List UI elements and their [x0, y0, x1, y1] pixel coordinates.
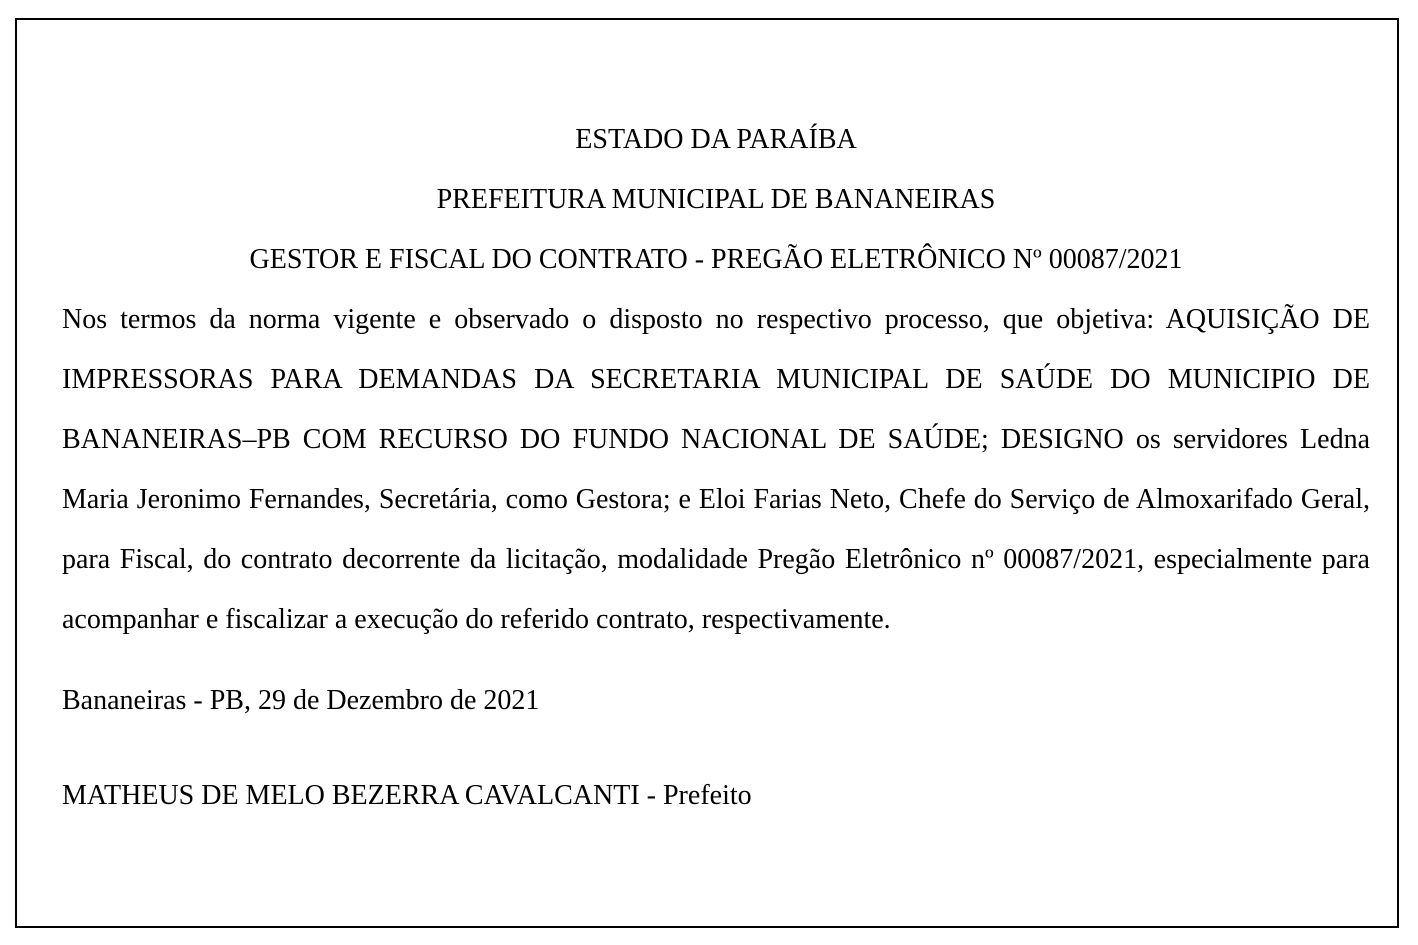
document-content: [62, 110, 1370, 650]
state-heading: ESTADO DA PARAÍBA: [575, 124, 857, 155]
designation-paragraph: Nos termos da norma vigente e observado o disposto no respectivo processo, que objetiva: AQUISIÇÃO DE IMPRESSORAS PARA DEMANDAS DA SECRETARIA MUNICIPAL DE SAÚDE DO MUNICIPIO DE BANANEIRAS–PB COM RECURSO DO FUNDO NACIONAL DE SAÚDE; DESIGNO os servidores Ledna Maria Jeronimo Fernandes, Secretária, como Gestora; e Eloi Farias Neto, Chefe do Serviço de Almoxarifado Geral, para Fiscal, do contrato decorrente da licitação, modalidade Pregão Eletrônico nº 00087/2021, especialmente para acompanhar e fiscalizar a execução do referido contrato, respectivamente.: [62, 304, 1370, 635]
municipality-heading: PREFEITURA MUNICIPAL DE BANANEIRAS: [436, 184, 996, 215]
place-date: Bananeiras - PB, 29 de Dezembro de 2021: [62, 685, 540, 716]
subject-heading: GESTOR E FISCAL DO CONTRATO - PREGÃO ELETRÔNICO Nº 00087/2021: [249, 244, 1183, 275]
signature: MATHEUS DE MELO BEZERRA CAVALCANTI - Prefeito: [62, 780, 752, 811]
